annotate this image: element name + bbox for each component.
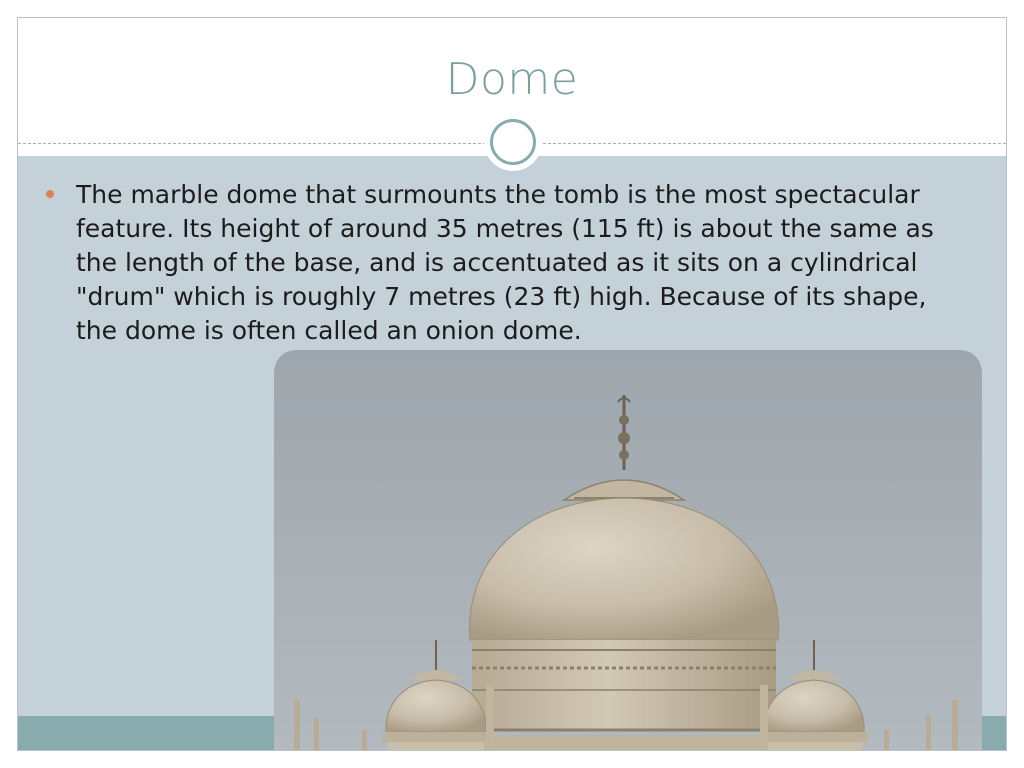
slide bbox=[17, 17, 1007, 751]
dome-photo bbox=[274, 350, 982, 751]
circle-ornament bbox=[484, 113, 542, 171]
bullet-dot bbox=[46, 190, 54, 198]
bullet-text: The marble dome that surmounts the tomb is the most spectacular feature. Its height of around 35 metres (115 ft) is about the same as the length of the base, and is accentuated as it sits on a cylindrical "drum" which is roughly 7 metres (23 ft) high. Because of its shape, the dome is often called an onion dome. bbox=[76, 180, 934, 345]
slide-title: Dome bbox=[445, 54, 579, 105]
